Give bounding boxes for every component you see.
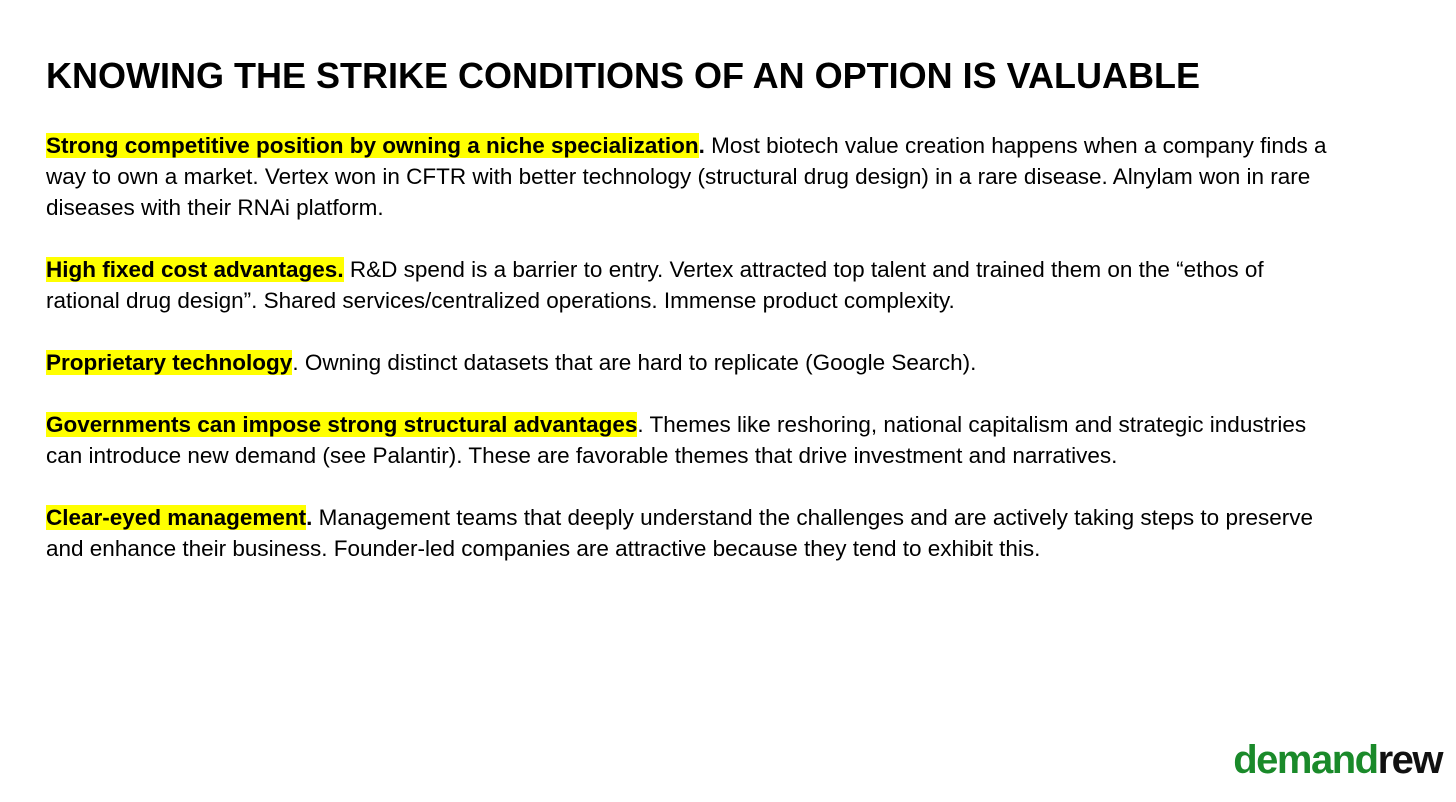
slide-title: KNOWING THE STRIKE CONDITIONS OF AN OPTION IS VALUABLE — [46, 55, 1201, 96]
point-highlight: Strong competitive position by owning a niche specialization — [46, 133, 699, 158]
points-list — [46, 130, 1336, 595]
point-tail: . — [306, 505, 313, 530]
brand-logo-part1: demand — [1233, 738, 1378, 782]
point-governments — [46, 409, 1336, 471]
point-body: Most biotech value creation happens when a company finds a way to own a market. Vertex won in CFTR with better technology (structural drug design) in a rare disease. Alnylam won in rare diseases with their RNAi platform. — [46, 133, 1327, 220]
point-body: . Themes like reshoring, national capitalism and strategic industries can introduce new demand (see Palantir). These are favorable themes that drive investment and narratives. — [46, 412, 1307, 468]
point-body: Management teams that deeply understand the challenges and are actively taking steps to preserve and enhance their business. Founder-led companies are attractive because they tend to exhibit this. — [46, 505, 1313, 561]
point-management — [46, 502, 1336, 564]
point-proprietary-technology — [46, 347, 1336, 378]
brand-logo — [1233, 738, 1442, 782]
point-tail: . — [698, 133, 705, 158]
point-highlight: Clear-eyed management — [46, 505, 307, 530]
point-highlight: Governments can impose strong structural advantages — [46, 412, 638, 437]
point-competitive-position — [46, 130, 1336, 223]
point-body: R&D spend is a barrier to entry. Vertex attracted top talent and trained them on the “ethos of rational drug design”. Shared services/centralized operations. Immense product complexity. — [46, 257, 1264, 313]
point-body: . Owning distinct datasets that are hard to replicate (Google Search). — [292, 350, 977, 375]
brand-logo-part2: rew — [1377, 738, 1442, 782]
point-highlight: Proprietary technology — [46, 350, 293, 375]
point-highlight: High fixed cost advantages. — [46, 257, 344, 282]
point-fixed-cost — [46, 254, 1336, 316]
